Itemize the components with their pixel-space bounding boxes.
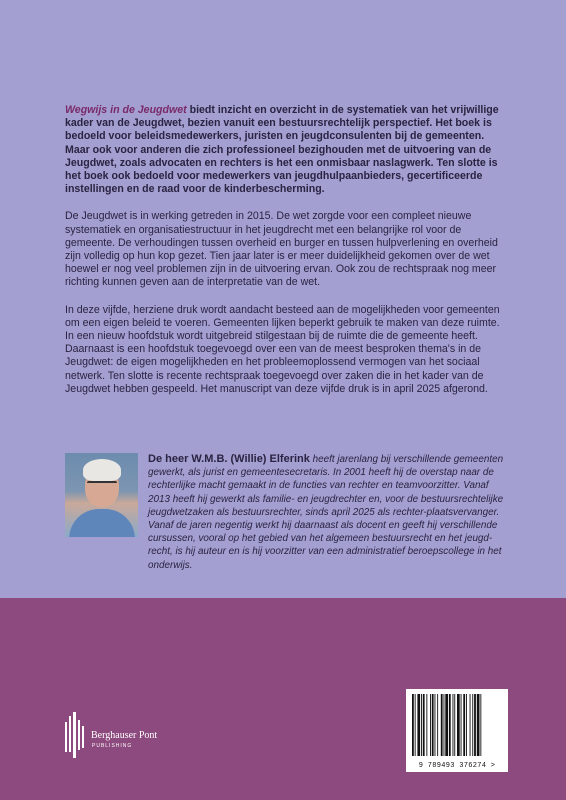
blurb: [65, 104, 508, 410]
intro-paragraph: [65, 104, 508, 196]
publisher-logo: [64, 712, 174, 758]
barcode-bars: [412, 694, 502, 756]
paragraph-history: De Jeugdwet is in werking getreden in 2015. De wet zorgde voor een compleet nieuwe systematiek en organisatiestructuur in het jeugdrecht met een belangrijke rol voor de gemeente. De verhoudingen tussen overheid en burger en tussen hulpverlening en overheid zijn volledig op hun kop gezet. Tien jaar later is er meer duidelijkheid gekomen over de wet hoewel er nog veel problemen zijn in de uitvoering ervan. Ook zou de rechtspraak nog meer richting kunnen geven aan de interpretatie van de wet.: [65, 210, 498, 289]
isbn-barcode: [406, 689, 508, 772]
intro-text: biedt inzicht en overzicht in de systematiek van het vrijwillige kader van de Jeugdwet, bezien vanuit een bestuursrechtelijk perspectief. Het boek is bedoeld voor beleidsmedewerkers, juristen en jeugdconsulenten bij de gemeenten. Maar ook voor anderen die zich professioneel bezighouden met de uitvoering van de Jeugdwet, zoals advocaten en rechters is het een onmisbaar naslagwerk. Ten slotte is het boek ook bedoeld voor medewerkers van jeugdhulpaanbieders, gecertificeerde instellingen en de raad voor de kinderbescherming.: [65, 104, 499, 196]
publisher-mark-icon: [64, 712, 90, 758]
publisher-name: Berghauser Pont: [91, 730, 158, 741]
publisher-tagline: PUBLISHING: [92, 743, 133, 749]
author-name: De heer W.M.B. (Willie) Elferink: [148, 453, 310, 465]
author-bio-text: heeft jarenlang bij verschillende gemeenten gewerkt, als jurist en gemeentesecretaris. In 2001 heeft hij de overstap naar de rechterlijke macht gemaakt in de functies van rechter en teamvoorzitter. Vanaf 2013 heeft hij gewerkt als familie- en jeugdrechter en, voor de bestuursrechtelijke jeugdwetzaken als bestuursrechter, sinds april 2025 als rechter-plaatsvervanger. Vanaf de jaren negentig werkt hij daarnaast als docent en geeft hij verschillende cursussen, vooral op het gebied van het algemeen bestuursrecht en het jeugdrecht, is hij auteur en is hij voorzitter van een administratief beroepscollege in het onderwijs.: [148, 454, 504, 571]
barcode-digits: 9 789493 376274 >: [418, 762, 496, 770]
author-photo: [65, 453, 138, 537]
author-bio: [148, 453, 510, 572]
paragraph-edition: In deze vijfde, herziene druk wordt aandacht besteed aan de mogelijkheden voor gemeenten om een eigen beleid te voeren. Gemeenten lijken beperkt gebruik te maken van deze ruimte. In een nieuw hoofdstuk wordt uitgebreid stilgestaan bij de ruimte die de gemeente heeft. Daarnaast is een hoofdstuk toegevoegd over een van de meest besproken thema's in de Jeugdwet: de eigen mogelijkheden en het probleemoplossend vermogen van het sociaal netwerk. Ten slotte is recente rechtspraak toegevoegd over zaken die in het kader van de Jeugdwet hebben gespeeld. Het manuscript van deze vijfde druk is in april 2025 afgerond.: [65, 303, 500, 395]
book-title: Wegwijs in de Jeugdwet: [65, 104, 187, 116]
